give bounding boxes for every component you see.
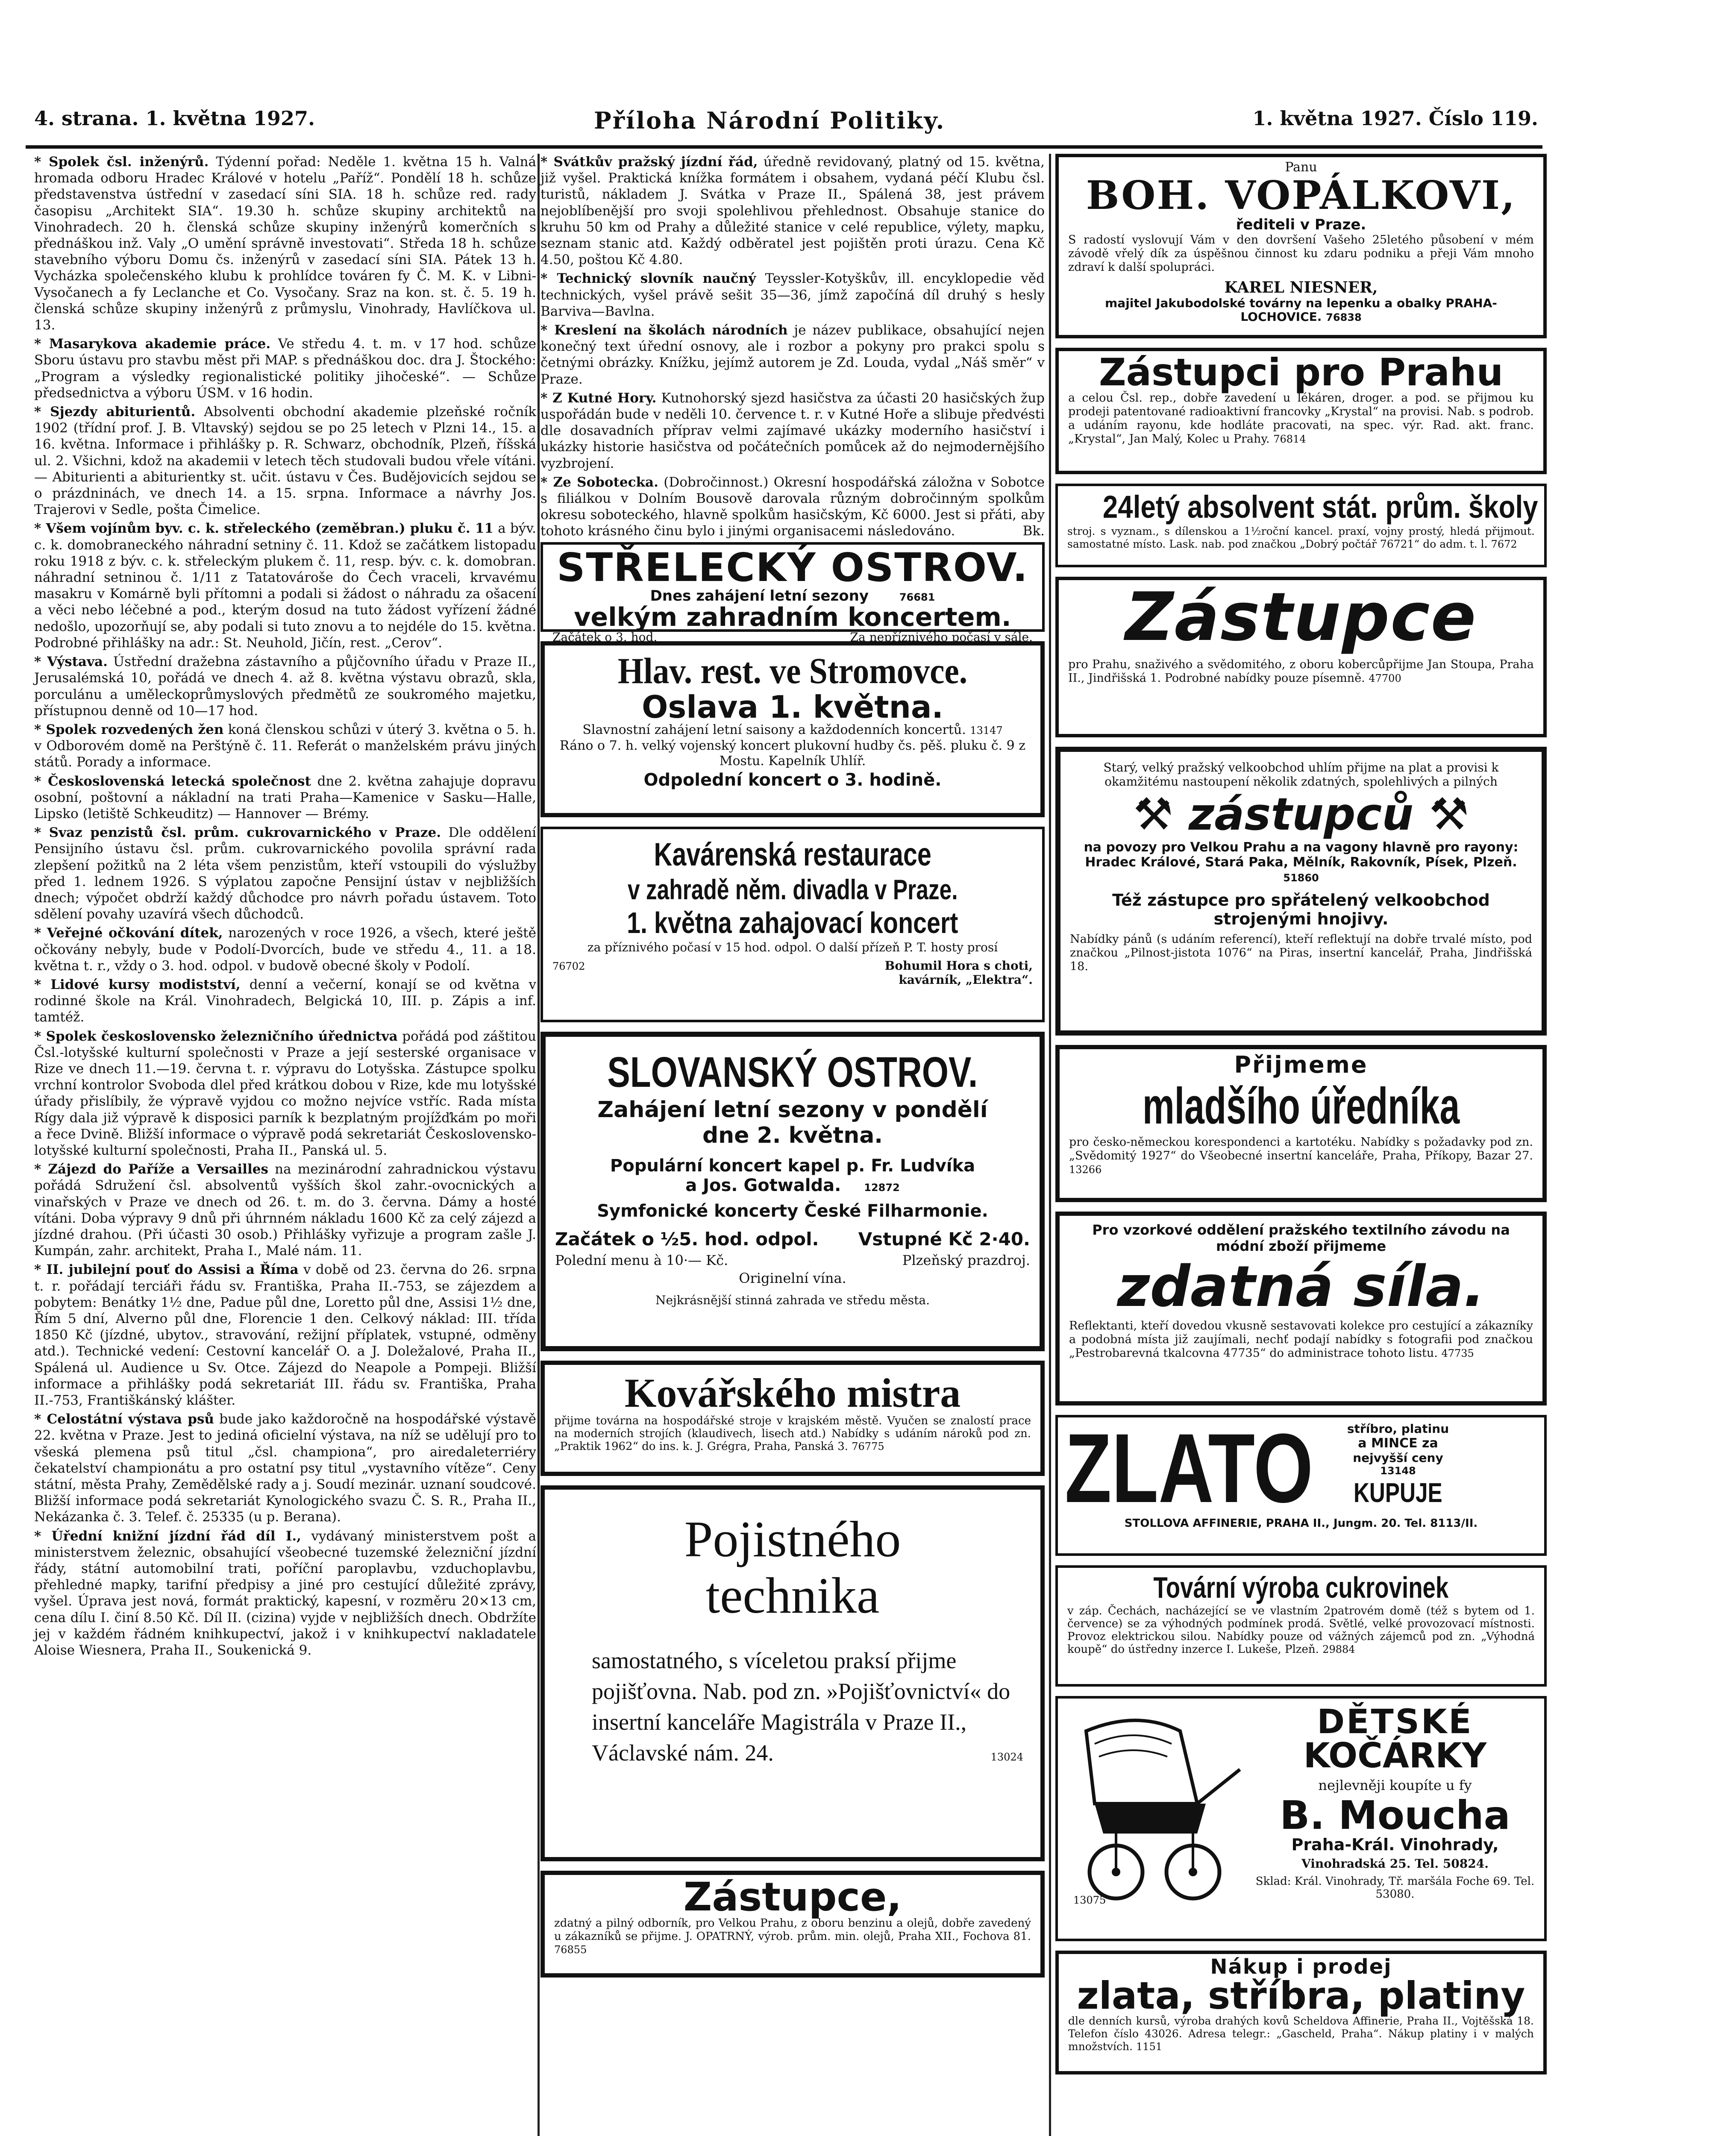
ad-beer: Plzeňský prazdroj.	[902, 1252, 1030, 1268]
news-item	[34, 1411, 536, 1525]
ad-headline: 1. května zahajovací koncert	[627, 906, 958, 939]
ad-address-2: Vinohradská 25. Tel. 50824.	[1301, 1857, 1489, 1871]
news-item-text: denní a večerní, konají se od května v rodinné škole na Král. Vinohradech, Belgická 10, III. p. Zápis a inf. tamtéž.	[34, 977, 537, 1025]
ad-title: zlata, stříbra, platiny	[1077, 1974, 1525, 2018]
column-rule-2	[1049, 154, 1051, 2136]
news-item	[34, 654, 536, 719]
ad-footer: STOLLOVA AFFINERIE, PRAHA II., Jungm. 20. Tel. 8113/II.	[1124, 1517, 1478, 1530]
ad-text-2: Ráno o 7. h. velký vojenský koncert plukovní hudby čs. pěš. pluku č. 9 z Mostu. Kapelník Uhlíř.	[559, 738, 1026, 769]
news-item	[540, 270, 1045, 320]
ad-zlato-body	[1065, 1413, 1537, 1523]
ad-number: 13075	[1073, 1894, 1106, 1906]
ad-number: 47700	[1369, 672, 1401, 684]
ad-number: 51860	[1283, 872, 1319, 884]
ad-number: 1151	[1136, 2041, 1163, 2053]
ad-menu: Polední menu à 10·— Kč.	[555, 1252, 728, 1268]
ad-brand: B. Moucha	[1280, 1793, 1510, 1838]
news-item-lead: * Svátkův pražský jízdní řád,	[540, 154, 758, 170]
ad-signature-row	[552, 959, 1033, 987]
ad-subtitle: velkým zahradním koncertem.	[574, 602, 1011, 632]
ad-title: DĚTSKÉ	[1317, 1703, 1473, 1741]
header-rule	[26, 145, 1542, 149]
header-issue: 1. května 1927. Číslo 119.	[1252, 107, 1538, 130]
news-item-lead: * Svaz penzistů čsl. prům. cukrovarnického v Praze.	[34, 825, 441, 841]
news-item-lead: * Výstava.	[34, 654, 108, 670]
news-item-lead: * Technický slovník naučný	[540, 271, 756, 287]
ad-number: 13148	[1380, 1465, 1416, 1477]
header-title: Příloha Národní Politiky.	[594, 107, 946, 134]
ad-title-row	[1070, 788, 1532, 840]
ad-number: 76855	[554, 1943, 587, 1956]
ad-title: BOH. VOPÁLKOVI,	[1086, 172, 1516, 218]
ad-subtitle: v zahradě něm. divadla v Praze.	[627, 873, 958, 905]
ad-kovarskeho-mistra	[540, 1361, 1045, 1476]
news-item-lead: * Kreslení na školách národních	[540, 323, 788, 338]
ad-title: Pojistného	[684, 1510, 901, 1567]
ad-wines: Originelní vína.	[739, 1270, 846, 1286]
news-item-text: je název publikace, obsahující nejen konečný text úřední osnovy, ale i rozbor a pokyny pro prakci spolu s četnými obrázky. Knížku, jejímž autorem je Zd. Louda, vydal „Náš směr“ v Praze.	[540, 323, 1045, 387]
ad-text: za příznivého počasí v 15 hod. odpol. O další přízeň P. T. hosty prosí	[587, 940, 998, 954]
ad-text: stroj. s vyznam., s dílenskou a 1½roční kancel. praxí, vojny prostý, hledá přijmout. samostatné místo. Lask. nab. pod značkou „Dobrý počtář 76721“ do adm. t. l.	[1067, 525, 1535, 550]
ad-number: 12872	[864, 1181, 900, 1194]
news-item-text: dne 2. května zahajuje dopravu osobní, poštovní a nákladní na trati Praha—Kamenice v Sasku—Halle, Lipsko (letiště Schkeuditz) — Hannover — Brémy.	[34, 773, 536, 822]
ad-subtitle: Oslava 1. května.	[642, 689, 943, 725]
ad-footer-text: Nabídky pánů (s udáním referencí), kteří reflektují na dobře trvalé místo, pod značkou „Pilnost-jistota 1076“ na Piras, insertní kancelář, Praha, Jindřišská 18.	[1070, 933, 1532, 973]
news-item-lead: * Spolek čsl. inženýrů.	[34, 154, 209, 170]
ad-number: 7672	[1491, 538, 1517, 550]
news-item-text: a býv. c. k. domobraneckého náhradní setniny č. 11. Kdož se začátkem listopadu roku 1918 z býv. c. k. střeleckým plukem č. 11, resp. býv. c. k. domobran. náhradní setninou č. 1/11 z Tatatovároše do Čech vraceli, krvavému masakru v Komárně byli přítomni a podali si žádost o náhradu za ošacení a věci nebo léčebné a pod., kterým dosud na tuto žádost vyřízení žádné nedošlo, upozorňují se, aby podali si tuto znovu a to nejdéle do 15. května. Podrobné přihlášky na adr.: St. Neuhold, Jičín, rest. „Cerov“.	[34, 521, 537, 651]
ad-number: 47735	[1441, 1347, 1474, 1359]
news-item	[34, 977, 536, 1026]
ad-kocarky-body	[1065, 1705, 1537, 1906]
news-column-left	[34, 154, 536, 2136]
hammer-pick-icon: ⚒	[1133, 788, 1173, 840]
ad-heading: Přijmeme	[1234, 1051, 1368, 1078]
ad-footer: Odpolední koncert o 3. hodině.	[643, 770, 942, 790]
ad-zastupce-benzin	[540, 1871, 1045, 1978]
ad-line-1: Zahájení letní sezony v pondělí	[597, 1097, 988, 1123]
ad-start-time: Začátek o ½5. hod. odpol.	[555, 1228, 819, 1250]
ad-intro: Starý, velký pražský velkoobchod uhlím přijme na plat a provisi k okamžitému nastoupení několik zdatných, spolehlivých a pilných	[1103, 760, 1499, 789]
ad-weather-note: Za nepříznivého počasí v sále.	[850, 630, 1033, 644]
ad-subtitle: KOČÁRKY	[1303, 1736, 1487, 1775]
news-item	[34, 773, 536, 822]
ad-vopalkovi	[1055, 154, 1547, 338]
ad-subtitle: Též zástupce pro spřátelený velkoobchod strojenými hnojivy.	[1112, 891, 1490, 928]
ad-title: zdatná síla.	[1117, 1254, 1485, 1320]
news-item-text: Dle oddělení Pensijního ústavu čsl. prům. cukrovarnického povolila správní rada zlepšení požitků na 2 léta všem penzistům, kteří vstoupili do výslužby před 1. lednem 1926. S výplatou započne Pensijní ústav v nejbližších dnech; výpočet obdrží každý důchodce pro návrh pořadu ústavem. Toto sdělení povahy uzavírá všech důchodců.	[34, 825, 537, 922]
news-item-text: Ústřední dražebna zástavního a půjčovního úřadu v Praze II., Jerusalémská 10, pořádá ve dnech 4. až 8. května výstavu obrazů, skla, porculánu a uměleckoprůmyslových předmětů ze soukromého majetku, přístupnou denně od 10—17 hod.	[34, 654, 537, 719]
ad-text: na povozy pro Velkou Prahu a na vagony hlavně pro rayony: Hradec Králové, Stará Paka, Mělník, Rakovník, Písek, Plzeň.	[1084, 840, 1519, 870]
header-date-left: 4. strana. 1. května 1927.	[34, 107, 315, 130]
ad-signature-2: majitel Jakubodolské továrny na lepenku a obalky PRAHA-LOCHOVICE.	[1105, 296, 1497, 324]
ad-number: 76681	[899, 591, 935, 603]
ad-title: zástupců	[1188, 788, 1414, 840]
news-item-text: v době od 23. června do 26. srpna t. r. pořádají terciáři řádu sv. Františka, Praha II.-753, se zájezdem a pobytem: Benátky 1½ dne, Padue půl dne, Loretto půl dne, Assisi 1½ dne, Řím 5 dní, Alverno půl dne, Florencie 1 den. Celkový náklad: III. třída 1850 Kč (jízdné, ubytov., stravování, režijní příplatek, vstupné, odměny atd.). Technické vedení: Cestovní kancelář O. a J. Doležalové, Praha II., Spálená ul. Audience u Sv. Otce. Zájezd do Neapole a Pompeji. Bližší informace a přihlášky podá sekretariát III. řádu sv. Františka, Praha II.-753, Františkánský klášter.	[34, 1262, 536, 1408]
ad-title: SLOVANSKÝ OSTROV.	[607, 1048, 978, 1096]
news-item-text: (Dobročinnost.) Okresní hospodářská záložna v Sobotce s filiálkou v Dolním Bousově darovala různým dobročinným spolkům okresu soboteckého, hlavně spolkům hasičským, Kč 6000. Jest si přáti, aby tohoto krásného činu bylo i jinými organisacemi následováno.	[540, 474, 1045, 539]
news-item-lead: * Zájezd do Paříže a Versailles	[34, 1162, 268, 1177]
ad-heading: Nákup i prodej	[1210, 1955, 1392, 1979]
ad-row-7	[555, 1252, 1030, 1268]
news-item-lead: * Sjezdy abiturientů.	[34, 404, 196, 420]
ad-hlav-rest-stromovka	[540, 641, 1045, 817]
ad-zdatna-sila	[1055, 1212, 1547, 1405]
news-item-text: Ve středu 4. t. m. v 17 hod. schůze Sboru ústavu pro stavbu měst při MAP. s přednáškou doc. dra J. Štockého: „Program a výsledky regionalistické politiky jihočeské“. — Schůze předsednictva a výboru ÚSM. v 16 hodin.	[34, 336, 536, 401]
ad-zastupcu-uhli	[1055, 747, 1547, 1036]
ad-title: Zástupce	[1125, 578, 1477, 656]
right-column	[1055, 154, 1547, 2136]
ad-number: 29884	[1322, 1643, 1355, 1655]
ad-text: Dnes zahájení letní sezony	[650, 587, 869, 604]
ad-title: 24letý absolvent stát. prům. školy	[1102, 489, 1538, 525]
ad-text: a celou Čsl. rep., dobře zavedení u lékáren, droger. a pod. se přijmou ku prodeji patentované radioaktivní francovky „Krystal“ na provisi. Nab. s podrob. a udáním rayonu, kde hodláte pracovati, na spec. výr. Rad. akt. franc. „Krystal“, Jan Malý, Kolec u Prahy.	[1068, 391, 1534, 446]
ad-text: dle denních kursů, výroba drahých kovů Scheldova Affinerie, Praha II., Vojtěšská 18. Telefon číslo 43026. Adresa telegr.: „Gascheld, Praha“. Nákup platiny i v malých množstvích.	[1068, 2015, 1534, 2053]
ad-kavarenska-restaurace	[540, 827, 1045, 1022]
ad-mladsiho-urednika	[1055, 1045, 1547, 1202]
ad-title: ZLATO	[1065, 1413, 1313, 1523]
ad-title: Zástupce,	[683, 1874, 902, 1920]
ad-admission: Vstupné Kč 2·40.	[858, 1228, 1030, 1250]
news-item-text: pořádá pod záštitou Čsl.-lotyšské kulturní společnosti v Praze a její sesterské organisace v Rize ve dnech 11.—19. června t. r. výpravu do Lotyšska. Zástupce spolku vrchní kontrolor Svoboda dlel před krátkou dobou v Rize, kde mu lotyšské úřady přislíbily, že výpravě vyjdou co možno nejvíce vstříc. Rada místa Rígy dala již výpravě k disposici parník k bezplatným projížďkám po moři a řece Dvině. Bližší informace o výpravě podá sekretariát Československo-lotyšské kulturní společnosti, Praha II., Panská ul. 5.	[34, 1028, 536, 1158]
news-item-lead: * Veřejné očkování dítek,	[34, 925, 223, 941]
column-rule-1	[538, 154, 540, 2136]
ad-strelecky-ostrov	[540, 542, 1045, 644]
news-column-middle	[540, 154, 1045, 540]
ad-line-2: dne 2. května.	[702, 1122, 883, 1148]
ad-side-4: KUPUJE	[1354, 1477, 1442, 1508]
ad-signature: Bohumil Hora s choti,	[884, 958, 1033, 973]
news-item	[540, 322, 1045, 387]
ad-row-6	[555, 1229, 1030, 1250]
ad-number: 76814	[1273, 433, 1306, 445]
news-item	[34, 1028, 536, 1159]
news-item	[34, 336, 536, 401]
ad-warehouse: Sklad: Král. Vinohrady, Tř. maršála Foche 69. Tel. 53080.	[1255, 1875, 1535, 1901]
ad-title: STŘELECKÝ OSTROV.	[557, 544, 1028, 590]
news-item	[540, 390, 1045, 472]
news-item-lead: * Celostátní výstava psů	[34, 1411, 214, 1427]
ad-line-3: Populární koncert kapel p. Fr. Ludvíka	[610, 1156, 975, 1176]
ad-number: 13147	[970, 724, 1003, 736]
news-item	[34, 1528, 536, 1659]
news-item	[34, 520, 536, 651]
news-item-text: Absolventi obchodní akademie plzeňské ročník 1902 (třídní prof. J. B. Vltavský) sejdou se po 25 letech v Plzni 14., 15. a 16. května. Informace i přihlášky p. R. Schwarz, obchodník, Plzeň, říšská ul. 2. Všichni, kdož na akademii v letech těch studovali budou vřele vítáni. — Abiturienti a abiturientky st. učit. ústavu v Čes. Budějovicích sejdou se o prázdninách, ve dnech 14. a 15. srpna. Informace a návrhy Jos. Trajerovi v Sedle, pošta Čimelice.	[34, 404, 536, 518]
news-item	[34, 1262, 536, 1408]
ad-text: Reflektanti, kteří dovedou vkusně sestavovati kolekce pro cestující a zákazníky a podobná místa již zaujímali, nechť podají nabídky s fotografii pod značkou „Pestrobarevná tkalcovna 47735“ do administrace tohoto listu.	[1069, 1319, 1533, 1360]
ad-number: 13266	[1069, 1164, 1102, 1176]
ad-intro: Pro vzorkové oddělení pražského textilního závodu na módní zboží přijmeme	[1092, 1222, 1510, 1254]
news-item	[540, 154, 1045, 268]
ad-text-1: Slavnostní zahájení letní saisony a každodenních koncertů. 13147	[582, 722, 1003, 737]
news-item	[34, 404, 536, 518]
ad-kocarky-text	[1253, 1705, 1537, 1906]
news-item-text: úředně revidovaný, platný od 15. května, již vyšel. Praktická knížka formátem i obsahem, vydaná péčí Klubu čsl. turistů, nákladem J. Svátka v Praze II., Spálená 38, jest právem nejoblíbenější pro svoji spolehlivou přehlednost. Obsahuje stanice do kruhu 50 km od Prahy a důležité stanice v celé republice, výlety, mapku, seznam stanic atd. Každý odběratel jest pojištěn proti úrazu. Cena Kč 4.50, poštou Kč 4.80.	[540, 154, 1045, 268]
ad-nakup-prodej	[1055, 1951, 1547, 2074]
ad-salutation: Panu	[1285, 160, 1317, 175]
ad-kocarky-illustration	[1065, 1705, 1253, 1906]
ad-title: Zástupci pro Prahu	[1099, 350, 1504, 394]
news-item-lead: * Spolek rozvedených žen	[34, 722, 224, 737]
ad-title: Tovární výroba cukrovinek	[1153, 1571, 1449, 1604]
news-item	[34, 722, 536, 771]
ad-number: 76702	[552, 960, 585, 972]
news-item-lead: * Spolek československo železničního úřednictva	[34, 1028, 398, 1044]
ad-address: Praha-Král. Vinohrady,	[1291, 1835, 1499, 1854]
ad-start-time: Začátek o 3. hod.	[552, 630, 658, 644]
news-item-lead: * Všem vojínům byv. c. k. střeleckého (zeměbran.) pluku č. 11	[34, 521, 493, 537]
ad-zlato-side	[1342, 1422, 1454, 1508]
ad-detske-kocarky	[1055, 1696, 1547, 1941]
ad-text: S radostí vyslovují Vám v den dovršení Vašeho 25letého působení v mém závodě vřelý dík za úspěšnou činnost ku zdaru podniku a přeji Vám mnoho zdraví k další spolupráci.	[1068, 233, 1534, 274]
ad-tovarni-vyroba	[1055, 1565, 1547, 1687]
ad-text: samostatného, s víceletou praksí přijme pojišťovna. Nab. pod zn. »Pojišťovnictví« do insertní kanceláře Magistrála v Praze II., Václavské nám. 24.	[592, 1647, 1010, 1766]
ad-title: mladšího úředníka	[1142, 1077, 1460, 1135]
ad-number: 13024	[990, 1751, 1023, 1763]
ad-signature: KAREL NIESNER,	[1224, 278, 1378, 296]
ad-side-3: nejvyšší ceny	[1353, 1451, 1443, 1465]
ad-side-1: stříbro, platinu	[1347, 1422, 1449, 1436]
news-item-signature: Bk.	[1022, 523, 1045, 539]
news-item	[540, 474, 1045, 540]
news-item-lead: * Z Kutné Hory.	[540, 390, 657, 406]
ad-subtitle: technika	[705, 1567, 880, 1624]
news-item-text: narozených v roce 1926, a všech, které ještě očkovány nebyly, bude v Podolí-Dvorcích, bude ve středu 4., 11. a 18. května t. r., vždy o 3. hod. odpol. v budově obecné školy v Podolí.	[34, 925, 536, 974]
ad-text: pro Prahu, snaživého a svědomitého, z oboru kobercůpřijme Jan Stoupa, Praha II., Jindřišská 1. Podrobné nabídky pouze písemně.	[1068, 658, 1534, 685]
ad-absolvent	[1055, 484, 1547, 567]
ad-zastupci-pro-prahu	[1055, 348, 1547, 474]
ad-number: 76775	[852, 1441, 884, 1453]
ad-line-5: Symfonické koncerty České Filharmonie.	[597, 1201, 988, 1221]
ad-line-3: nejlevněji koupíte u fy	[1318, 1777, 1472, 1793]
ad-text: v záp. Čechách, nacházející se ve vlastním 2patrovém domě (též s bytem od 1. července) se za výhodných podmínek prodá. Světlé, velké provozovací místnosti. Provoz elektrickou silou. Nabídky pouze od vážných zájemců pod zn. „Výhodná koupě“ do ústředny inzerce I. Lukeše, Plzeň.	[1067, 1605, 1535, 1656]
news-item-text: Teyssler-Kotyškův, ill. encyklopedie věd technických, vyšel právě sešit 35—36, jímž započíná díl druhý s hesly Barviva—Bavlna.	[540, 271, 1045, 319]
news-item-lead: * II. jubilejní pouť do Assisi a Říma	[34, 1262, 299, 1278]
ad-role: řediteli v Praze.	[1236, 216, 1366, 233]
ad-zlato-kupuje	[1055, 1415, 1547, 1556]
news-item	[34, 925, 536, 974]
ad-title: Hlav. rest. ve Stromovce.	[617, 650, 968, 691]
news-item-lead: * Československá letecká společnost	[34, 773, 311, 789]
news-item-text: koná členskou schůzi v úterý 3. května o 5. h. v Odborovém domě na Perštýně č. 11. Referát o manželském právu jiných států. Porady a informace.	[34, 722, 536, 770]
news-item-lead: * Lidové kursy modistství,	[34, 977, 241, 992]
news-item-lead: * Ze Sobotecka.	[540, 474, 658, 490]
news-item-text: Kutnohorský sjezd hasičstva za účasti 20 hasičských žup uspořádán bude v neděli 10. července t. r. v Kutné Hoře a slibuje předvésti dle dosavadních příprav velmi zajímavé ukázky moderního hasičství i ukázky historie hasičstva od počátečních pomůcek až do nejmodernějšího vyzbrojení.	[540, 390, 1045, 471]
news-item-text: vydávaný ministerstvem pošt a ministerstvem železnic, obsahující všeobecné tuzemské železniční jízdní řády, státní automobilní trati, poříční paroplavbu, vzduchoplavbu, přehledné mapky, tarifní předpisy a jiné pro cestující důležité zprávy, vyšel. Úprava jest nová, formát praktický, kapesní, v rozměru 20×13 cm, cena dílu I. činí 8.50 Kč. Díl II. (cizina) vyjde v nejbližších dnech. Obdržíte jej v každém řádném knihkupectví, jakož i v knihkupectví nakladatele Aloise Wiesnera, Praha II., Soukenická 9.	[34, 1528, 536, 1658]
news-item	[34, 824, 536, 922]
middle-column	[540, 154, 1045, 2136]
ad-garden: Nejkrásnější stinná zahrada ve středu města.	[655, 1293, 930, 1307]
hammer-pick-icon: ⚒	[1429, 788, 1469, 840]
ad-number: 76838	[1326, 311, 1362, 323]
news-item-text: bude jako každoročně na hospodářské výstavě 22. května v Praze. Jest to jediná oficielní výstava, na níž se udělují pro to všeská plemena psů titul „čsl. championa“, pro airedaleterriéry čekatelství championátu a pro ostatní psy titul „vystavního vítěze“. Ceny státní, města Prahy, Zemědělské rady a j. Soudí mezinár. uznaní soudcové. Bližší informace podá sekretariát Kynologického svazu Č. S. R., Praha II., Nekázanka č. 3. Telef. č. 25335 (u p. Berana).	[34, 1411, 536, 1525]
pram-icon	[1069, 1705, 1248, 1906]
news-item	[34, 1161, 536, 1259]
ad-text: přijme továrna na hospodářské stroje v krajském městě. Vyučen se znalostí prace na moderních strojích (klaudivech, lisech atd.) Nabídky s udáním nároků pod zn. „Praktik 1962“ do ins. k. J. Grégra, Praha, Panská 3.	[554, 1414, 1031, 1453]
ad-pojistneho-technika	[540, 1485, 1045, 1861]
ad-title: Kovářského mistra	[624, 1370, 961, 1416]
ad-line-4: a Jos. Gotwalda.	[685, 1175, 841, 1195]
page-header	[26, 107, 1538, 145]
ad-text: pro česko-německou korespondenci a kartotéku. Nabídky s požadavky pod zn. „Svědomitý 1927“ do Všeobecné insertní kanceláře, Praha, Příkopy, Bazar 27.	[1069, 1135, 1533, 1162]
news-item	[34, 154, 536, 333]
news-item-lead: * Masarykova akademie práce.	[34, 336, 271, 352]
ad-title: Kavárenská restaurace	[654, 836, 931, 873]
news-item-text: na mezinárodní zahradnickou výstavu pořádá Sdružení čsl. absolventů vyšších škol zahr.-ovocnických a vinařských v Praze ve dnech od 26. t. m. do 3. června. Dámy a hosté vítáni. Doba výpravy 9 dnů při úhrnném nákladu 1600 Kč za celý zájezd a jízdné drahou. (Při účasti 30 osob.) Přihlášky vyřizuje a program zašle J. Kumpán, zahr. architekt, Praha I., Malé nám. 11.	[34, 1162, 536, 1259]
news-item-lead: * Úřední knižní jízdní řád díl I.,	[34, 1528, 301, 1544]
news-item-text: Týdenní pořad: Neděle 1. května 15 h. Valná hromada odboru Hradec Králové v hotelu „Paříž“. Pondělí 18 h. schůze představenstva ústřední v zasedací síni SIA. 18 h. schůze red. rady časopisu „Architekt SIA“. 19.30 h. schůze skupiny architektů na Vinohradech. 20 h. členská schůze skupiny inženýrů komerčních s přednáškou inž. Valy „O umění správně investovati“. Středa 18 h. schůze stavebního výboru Domu čs. inženýrů v zasedací síni SIA. Pátek 13 h. Vycházka společenského klubu k prohlídce továren fy Č. M. K. v Libni-Vysočanech a fy Leclanche et Co. Vysočany. Sraz na kon. st. č. 5. 19 h. členská schůze skupiny inženýrů z průmyslu, Vinohrady, Havlíčkova ul. 13.	[34, 154, 536, 333]
ad-side-2: a MINCE za	[1358, 1436, 1438, 1451]
ad-text: zdatný a pilný odborník, pro Velkou Prahu, z oboru benzinu a olejů, dobře zavedený u zákazníků se přijme. J. OPATRNÝ, výrob. prům. min. olejů, Praha XII., Fochova 81.	[554, 1916, 1031, 1943]
ad-signature-2: kavárník, „Elektra“.	[899, 972, 1033, 987]
ad-slovansky-ostrov	[540, 1032, 1045, 1351]
ad-zastupce-koberce	[1055, 577, 1547, 737]
